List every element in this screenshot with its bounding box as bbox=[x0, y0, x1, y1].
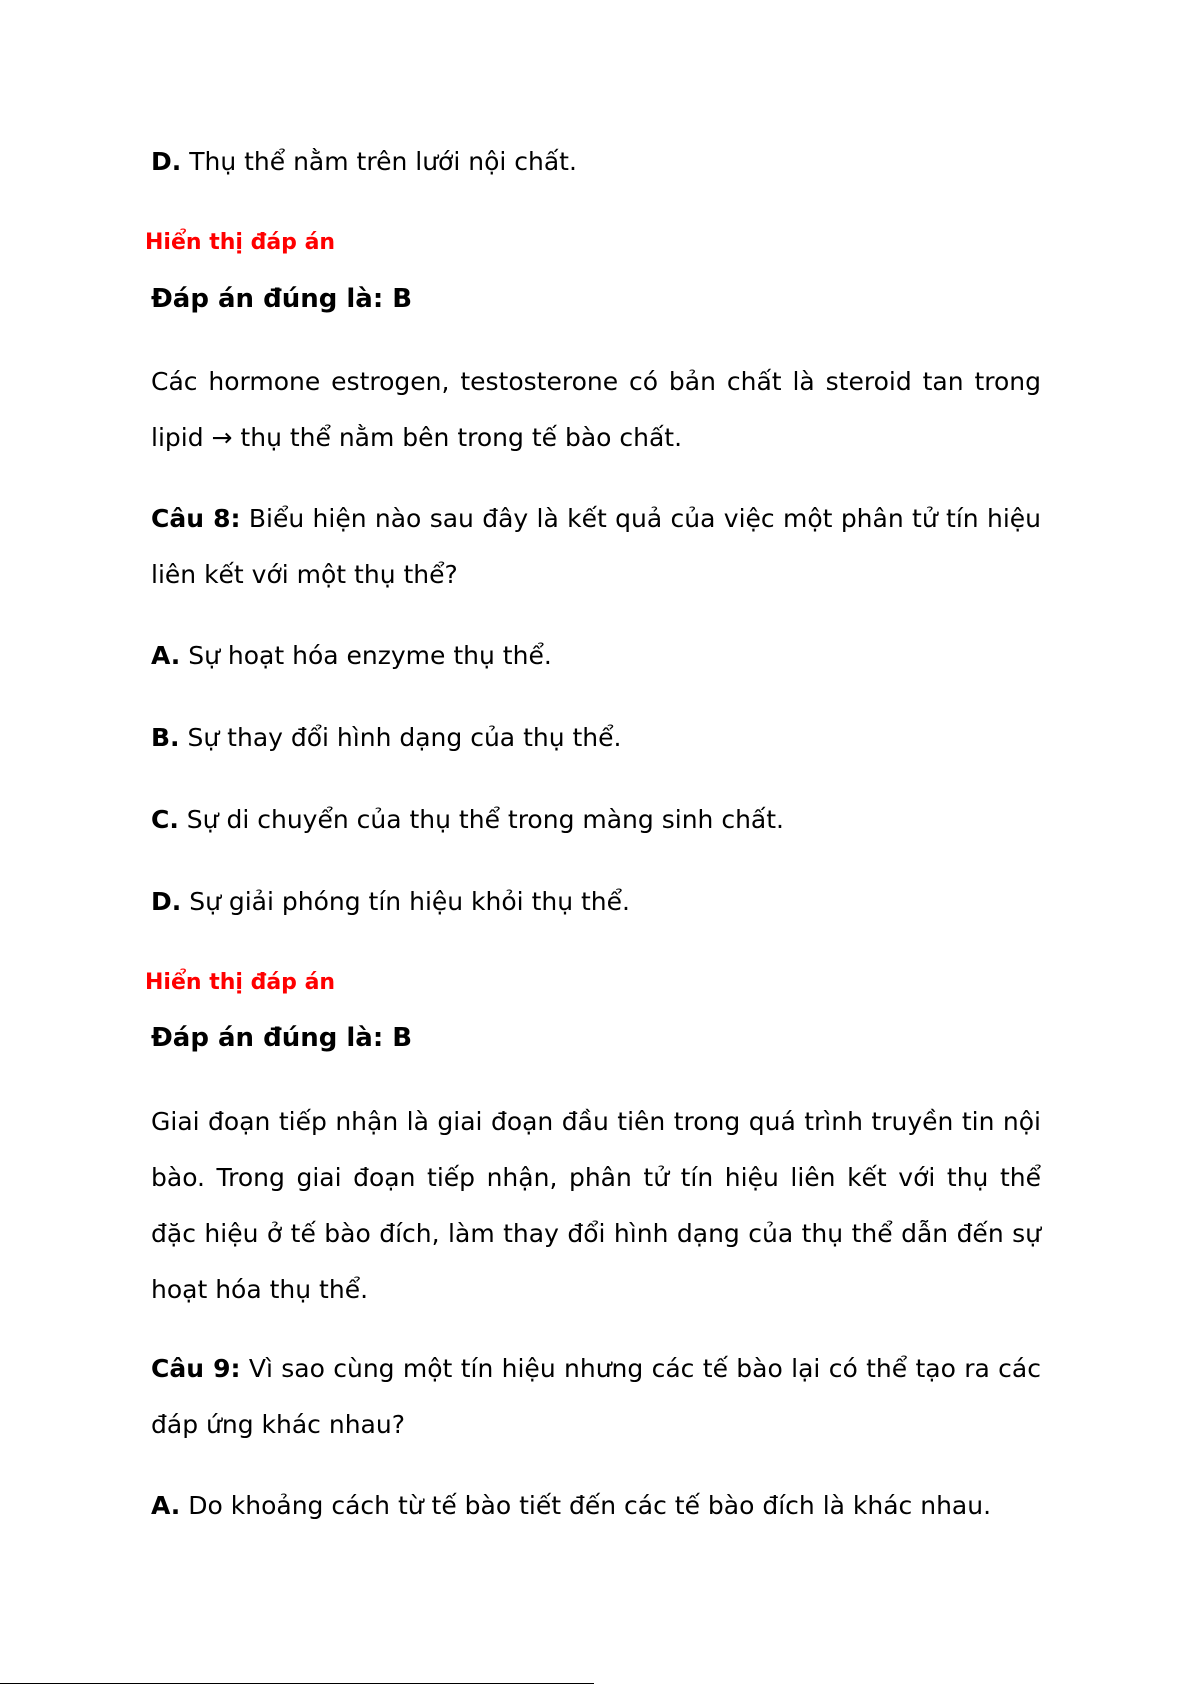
option-text: Sự hoạt hóa enzyme thụ thể. bbox=[180, 641, 552, 670]
question-label: Câu 8: bbox=[151, 504, 241, 533]
option-label: D. bbox=[151, 887, 182, 916]
option-label: A. bbox=[151, 641, 181, 670]
option-label: D. bbox=[151, 147, 182, 176]
option-text: Sự di chuyển của thụ thể trong màng sinh chất. bbox=[178, 805, 784, 834]
q8-option-c bbox=[151, 805, 1039, 835]
q7-answer-title: Đáp án đúng là: B bbox=[151, 284, 413, 314]
q8-show-answer-link[interactable]: Hiển thị đáp án bbox=[145, 970, 336, 995]
option-text: Sự thay đổi hình dạng của thụ thể. bbox=[179, 723, 622, 752]
q8-explanation: Giai đoạn tiếp nhận là giai đoạn đầu tiên trong quá trình truyền tin nội bào. Trong giai đoạn tiếp nhận, phân tử tín hiệu liên kết với thụ thể đặc hiệu ở tế bào đích, làm thay đổi hình dạng của thụ thể dẫn đến sự hoạt hóa thụ thể. bbox=[151, 1107, 1041, 1304]
q7-show-answer-link[interactable]: Hiển thị đáp án bbox=[145, 230, 336, 255]
question-text: Biểu hiện nào sau đây là kết quả của việc một phân tử tín hiệu liên kết với một thụ thể? bbox=[151, 504, 1041, 589]
option-text: Do khoảng cách từ tế bào tiết đến các tế bào đích là khác nhau. bbox=[180, 1491, 992, 1520]
option-label: C. bbox=[151, 805, 179, 834]
q8-option-a bbox=[151, 641, 1039, 671]
q7-explanation: Các hormone estrogen, testosterone có bản chất là steroid tan trong lipid → thụ thể nằm bên trong tế bào chất. bbox=[151, 367, 1041, 452]
q8-question bbox=[151, 491, 1041, 603]
q9-option-a bbox=[151, 1491, 1039, 1521]
q7-option-d bbox=[151, 147, 1039, 177]
option-label: B. bbox=[151, 723, 180, 752]
question-text: Vì sao cùng một tín hiệu nhưng các tế bào lại có thể tạo ra các đáp ứng khác nhau? bbox=[151, 1354, 1041, 1439]
footer-divider bbox=[0, 1683, 594, 1684]
option-text: Sự giải phóng tín hiệu khỏi thụ thể. bbox=[181, 887, 630, 916]
q8-option-d bbox=[151, 887, 1039, 917]
q9-question bbox=[151, 1341, 1041, 1453]
option-text: Thụ thể nằm trên lưới nội chất. bbox=[181, 147, 577, 176]
q8-answer-title: Đáp án đúng là: B bbox=[151, 1023, 413, 1053]
q8-option-b bbox=[151, 723, 1039, 753]
option-label: A. bbox=[151, 1491, 181, 1520]
question-label: Câu 9: bbox=[151, 1354, 241, 1383]
